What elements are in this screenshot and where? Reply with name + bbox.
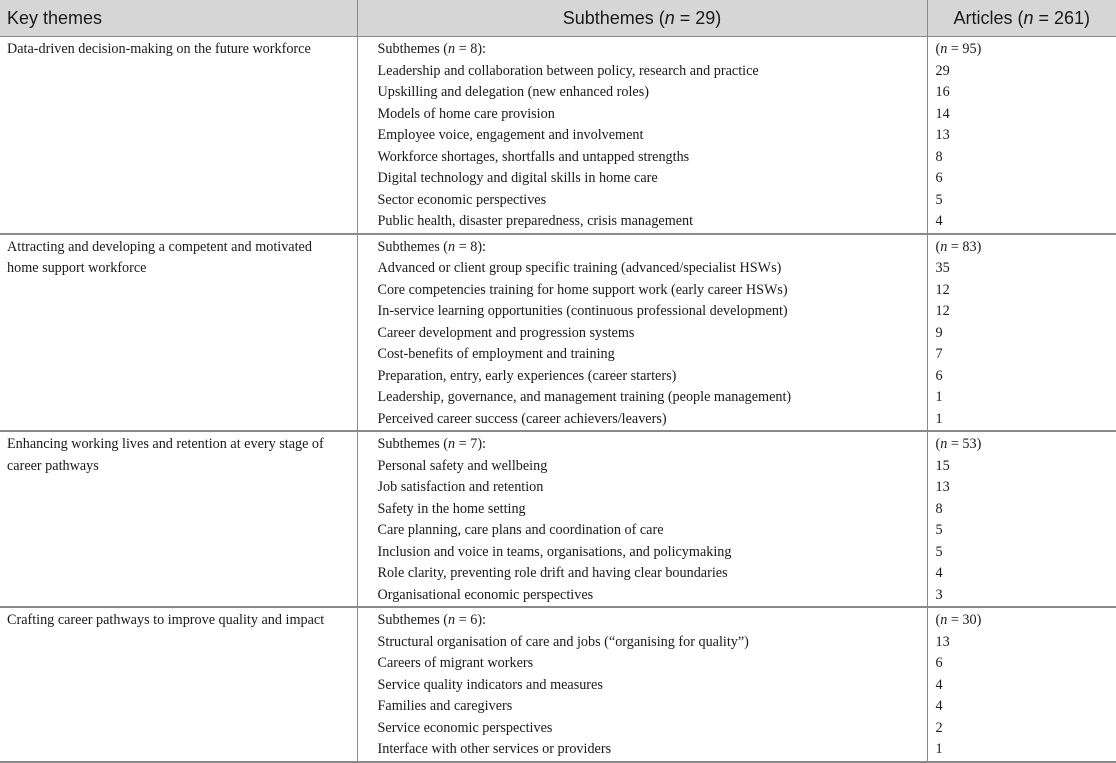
theme-group — [0, 234, 1116, 432]
subtheme-label: Upskilling and delegation (new enhanced roles) — [378, 82, 927, 104]
table-row — [0, 431, 1116, 607]
article-count: 29 — [936, 61, 1116, 83]
article-count: 4 — [936, 563, 1116, 585]
article-count: 12 — [936, 301, 1116, 323]
subtheme-label: Perceived career success (career achievers/leavers) — [378, 409, 927, 431]
subtheme-label: Inclusion and voice in teams, organisations, and policymaking — [378, 542, 927, 564]
article-count: 6 — [936, 168, 1116, 190]
theme-group — [0, 37, 1116, 234]
articles-total: (n = 30) — [936, 610, 1116, 632]
key-theme-cell: Attracting and developing a competent and motivated home support workforce — [0, 234, 357, 432]
article-count: 1 — [936, 739, 1116, 761]
subthemes-count-label: Subthemes (n = 8): — [378, 39, 927, 61]
article-count: 35 — [936, 258, 1116, 280]
subtheme-label: Structural organisation of care and jobs (“organising for quality”) — [378, 632, 927, 654]
article-count: 13 — [936, 477, 1116, 499]
subtheme-label: Role clarity, preventing role drift and having clear boundaries — [378, 563, 927, 585]
header-articles: Articles (n = 261) — [927, 0, 1116, 37]
subtheme-label: Personal safety and wellbeing — [378, 456, 927, 478]
article-count: 5 — [936, 520, 1116, 542]
key-theme-cell: Enhancing working lives and retention at every stage of career pathways — [0, 431, 357, 607]
subthemes-cell — [357, 37, 927, 234]
table-row — [0, 37, 1116, 234]
subthemes-count-label: Subthemes (n = 7): — [378, 434, 927, 456]
subtheme-label: Safety in the home setting — [378, 499, 927, 521]
subthemes-cell — [357, 431, 927, 607]
article-count: 1 — [936, 387, 1116, 409]
article-count: 6 — [936, 653, 1116, 675]
articles-cell — [927, 607, 1116, 762]
article-count: 1 — [936, 409, 1116, 431]
subtheme-label: Families and caregivers — [378, 696, 927, 718]
subtheme-label: In-service learning opportunities (continuous professional development) — [378, 301, 927, 323]
articles-total: (n = 53) — [936, 434, 1116, 456]
article-count: 13 — [936, 632, 1116, 654]
subtheme-label: Interface with other services or providers — [378, 739, 927, 761]
article-count: 6 — [936, 366, 1116, 388]
table-row — [0, 234, 1116, 432]
article-count: 9 — [936, 323, 1116, 345]
header-subthemes: Subthemes (n = 29) — [357, 0, 927, 37]
subtheme-label: Sector economic perspectives — [378, 190, 927, 212]
subthemes-count-label: Subthemes (n = 8): — [378, 237, 927, 259]
article-count: 8 — [936, 147, 1116, 169]
article-count: 14 — [936, 104, 1116, 126]
subtheme-label: Models of home care provision — [378, 104, 927, 126]
subtheme-label: Careers of migrant workers — [378, 653, 927, 675]
articles-total: (n = 83) — [936, 237, 1116, 259]
article-count: 8 — [936, 499, 1116, 521]
key-theme-cell: Crafting career pathways to improve quality and impact — [0, 607, 357, 762]
article-count: 15 — [936, 456, 1116, 478]
articles-cell — [927, 234, 1116, 432]
table-header-row — [0, 0, 1116, 37]
article-count: 3 — [936, 585, 1116, 607]
header-key-themes: Key themes — [0, 0, 357, 37]
article-count: 13 — [936, 125, 1116, 147]
article-count: 16 — [936, 82, 1116, 104]
subtheme-label: Core competencies training for home support work (early career HSWs) — [378, 280, 927, 302]
article-count: 4 — [936, 696, 1116, 718]
subtheme-label: Employee voice, engagement and involvement — [378, 125, 927, 147]
subthemes-cell — [357, 607, 927, 762]
subtheme-label: Service economic perspectives — [378, 718, 927, 740]
subtheme-label: Advanced or client group specific training (advanced/specialist HSWs) — [378, 258, 927, 280]
article-count: 12 — [936, 280, 1116, 302]
subtheme-label: Public health, disaster preparedness, crisis management — [378, 211, 927, 233]
subtheme-label: Workforce shortages, shortfalls and untapped strengths — [378, 147, 927, 169]
article-count: 5 — [936, 190, 1116, 212]
subtheme-label: Career development and progression systems — [378, 323, 927, 345]
subtheme-label: Organisational economic perspectives — [378, 585, 927, 607]
article-count: 2 — [936, 718, 1116, 740]
theme-group — [0, 607, 1116, 762]
subtheme-label: Service quality indicators and measures — [378, 675, 927, 697]
subtheme-label: Care planning, care plans and coordination of care — [378, 520, 927, 542]
subtheme-label: Digital technology and digital skills in home care — [378, 168, 927, 190]
subtheme-label: Preparation, entry, early experiences (career starters) — [378, 366, 927, 388]
theme-group — [0, 431, 1116, 607]
table-row — [0, 607, 1116, 762]
subtheme-label: Job satisfaction and retention — [378, 477, 927, 499]
subthemes-cell — [357, 234, 927, 432]
article-count: 5 — [936, 542, 1116, 564]
article-count: 4 — [936, 675, 1116, 697]
articles-total: (n = 95) — [936, 39, 1116, 61]
subthemes-count-label: Subthemes (n = 6): — [378, 610, 927, 632]
subtheme-label: Leadership and collaboration between policy, research and practice — [378, 61, 927, 83]
key-theme-cell: Data-driven decision-making on the future workforce — [0, 37, 357, 234]
article-count: 4 — [936, 211, 1116, 233]
articles-cell — [927, 431, 1116, 607]
article-count: 7 — [936, 344, 1116, 366]
subtheme-label: Cost-benefits of employment and training — [378, 344, 927, 366]
articles-cell — [927, 37, 1116, 234]
subtheme-label: Leadership, governance, and management training (people management) — [378, 387, 927, 409]
